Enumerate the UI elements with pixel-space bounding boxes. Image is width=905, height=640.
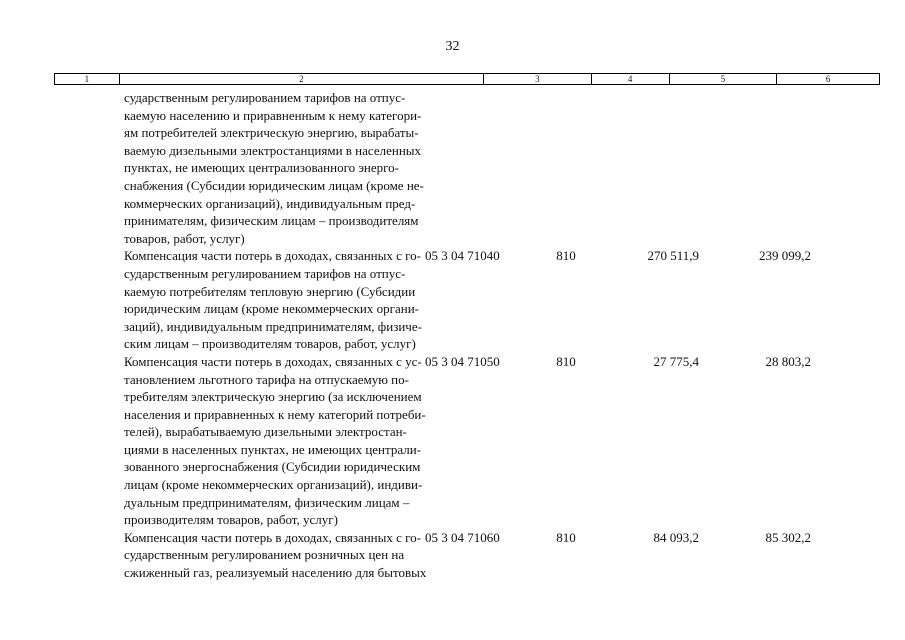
description-line: принимателям, физическим лицам – производителям <box>124 213 419 229</box>
description-line: дуальным предпринимателям, физическим лицам – <box>124 494 410 510</box>
description-line: пунктах, не имеющих централизованного энерго- <box>124 160 399 176</box>
description-line: требителям электрическую энергию (за исключением <box>124 389 422 405</box>
row-expense-type: 810 <box>556 353 576 369</box>
description-line: сударственным регулированием тарифов на отпус- <box>124 90 406 105</box>
table-row <box>54 89 880 247</box>
description-line: заций), индивидуальным предпринимателям, физиче- <box>124 318 422 334</box>
header-col-6: 6 <box>825 74 831 84</box>
description-line: ским лицам – производителям товаров, работ, услуг) <box>124 336 416 352</box>
row-value-col6 <box>713 89 815 247</box>
row-description <box>54 89 424 247</box>
row-value-col5: 84 093,2 <box>653 529 699 545</box>
description-line: снабжения (Субсидии юридическим лицам (кроме не- <box>124 177 424 193</box>
description-line: товаров, работ, услуг) <box>124 230 245 246</box>
row-code: 05 3 04 71060 <box>425 529 500 545</box>
table-body <box>54 89 880 582</box>
description-line: сударственным регулированием тарифов на отпус- <box>124 265 406 281</box>
description-line: Компенсация части потерь в доходах, связанных с го- <box>124 529 421 545</box>
description-line: сударственным регулированием розничных цен на <box>124 547 405 563</box>
description-line: ваемую дизельными электростанциями в населенных <box>124 142 422 158</box>
description-line: юридическим лицам (кроме некоммерческих органи- <box>124 301 419 317</box>
table-row <box>54 529 880 582</box>
description-line: населения и приравненных к нему категорий потреби- <box>124 406 426 422</box>
description-line: каемую потребителям тепловую энергию (Субсидии <box>124 283 416 299</box>
row-expense-type: 810 <box>556 248 576 264</box>
row-description <box>54 353 426 529</box>
row-code: 05 3 04 71040 <box>425 248 500 264</box>
row-value-col6: 85 302,2 <box>765 529 811 545</box>
page-number: 32 <box>445 39 460 54</box>
row-value-col5: 270 511,9 <box>647 248 699 264</box>
description-line: коммерческих организаций), индивидуальным пред- <box>124 195 416 211</box>
header-col-1: 1 <box>55 74 120 84</box>
description-line: телей), вырабатываемую дизельными электростан- <box>124 424 407 440</box>
table-row <box>54 247 880 353</box>
description-line: Компенсация части потерь в доходах, связанных с го- <box>124 248 421 264</box>
header-col-2: 2 <box>120 74 484 84</box>
table-row <box>54 353 880 529</box>
row-code <box>419 89 527 247</box>
table-header-row <box>54 73 880 85</box>
header-col-4: 4 <box>592 74 670 84</box>
description-line: сжиженный газ, реализуемый населению для бытовых <box>124 565 427 581</box>
row-value-col5 <box>605 89 713 247</box>
header-col-3: 3 <box>484 74 592 84</box>
description-line: зованного энергоснабжения (Субсидии юридическим <box>124 459 421 475</box>
row-value-col6: 239 099,2 <box>759 248 811 264</box>
row-expense-type <box>527 89 605 247</box>
row-code: 05 3 04 71050 <box>425 353 500 369</box>
row-value-col5: 27 775,4 <box>653 353 699 369</box>
description-line: каемую населению и приравненным к нему категори- <box>124 107 422 123</box>
row-description <box>54 247 422 353</box>
description-line: Компенсация части потерь в доходах, связанных с ус- <box>124 353 422 369</box>
description-line: тановлением льготного тарифа на отпускаемую по- <box>124 371 409 387</box>
row-expense-type: 810 <box>556 529 576 545</box>
description-line: циями в населенных пунктах, не имеющих централи- <box>124 441 422 457</box>
description-line: производителям товаров, работ, услуг) <box>124 512 338 528</box>
header-col-5: 5 <box>670 74 778 84</box>
row-description <box>54 529 427 582</box>
description-line: ям потребителей электрическую энергию, вырабаты- <box>124 125 419 141</box>
description-line: лицам (кроме некоммерческих организаций), индиви- <box>124 477 423 493</box>
row-value-col6: 28 803,2 <box>765 353 811 369</box>
